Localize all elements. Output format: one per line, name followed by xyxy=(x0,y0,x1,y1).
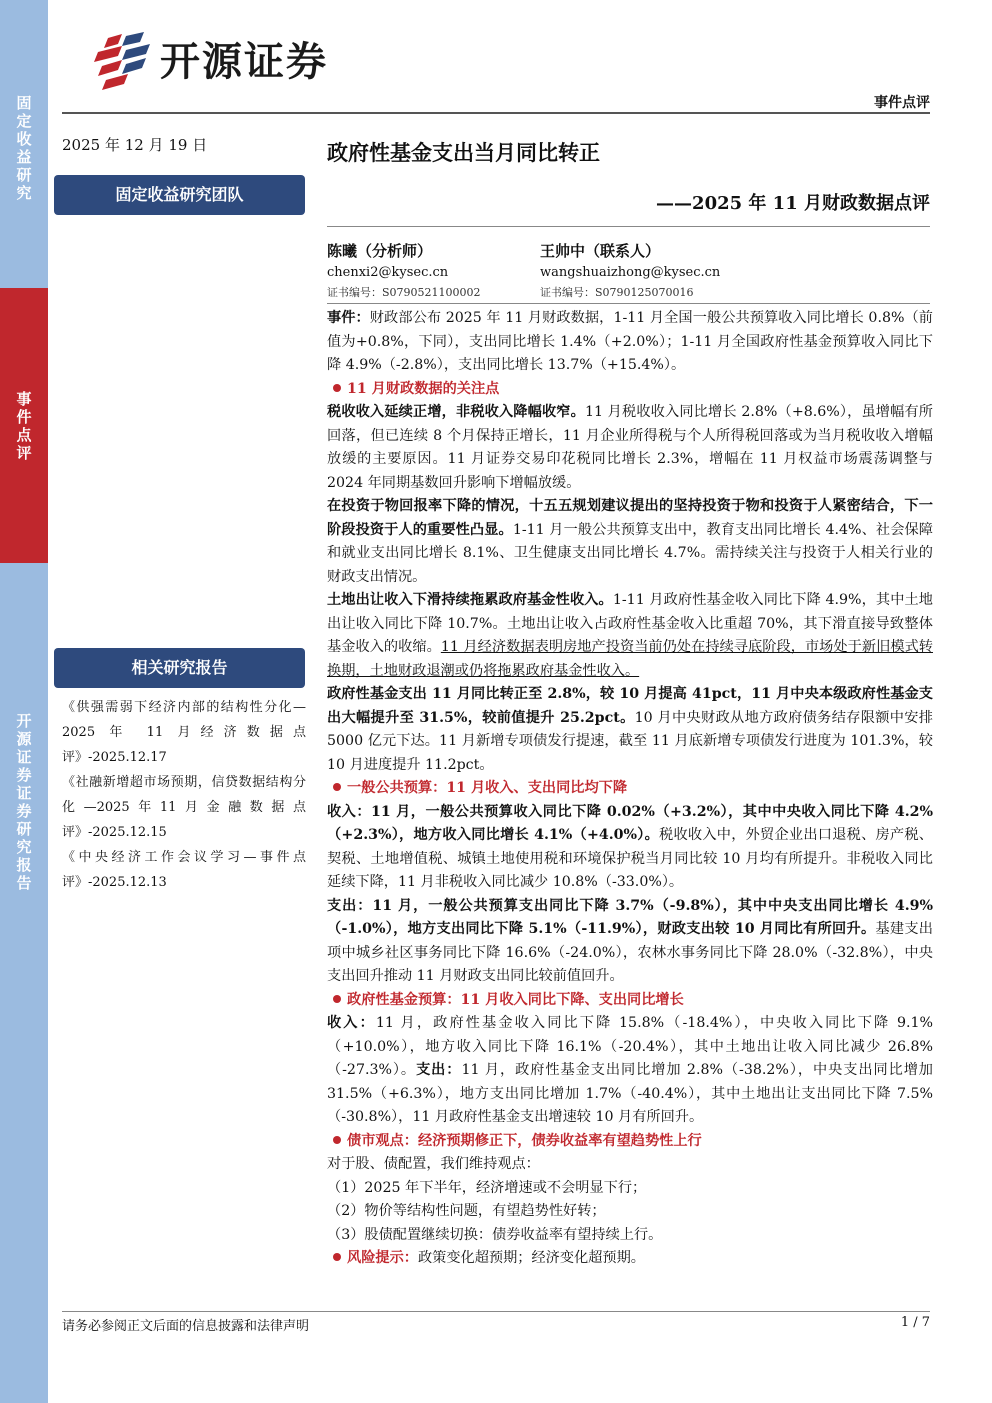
bullet-icon xyxy=(333,783,341,791)
page-number: 1 / 7 xyxy=(900,1315,930,1330)
related-report-item[interactable]: 《社融新增超市场预期，信贷数据结构分化—2025年11月金融数据点评》-2025.12.15 xyxy=(62,775,306,840)
related-report-item[interactable]: 《供强需弱下经济内部的结构性分化—2025 年 11 月经济数据点评》-2025.12.17 xyxy=(62,700,306,765)
report-date: 2025 年 12 月 19 日 xyxy=(62,136,208,154)
section-heading: 债市观点：经济预期修正下，债券收益率有望趋势性上行 xyxy=(327,1130,933,1154)
brand-name: 开源证券 xyxy=(160,39,328,85)
team-label-box: 固定收益研究团队 xyxy=(54,175,305,215)
side-label-bottom: 开源证券 证券研究报告 xyxy=(16,712,32,892)
report-body xyxy=(327,307,933,1271)
risk-paragraph: 风险提示：政策变化超预期；经济变化超预期。 xyxy=(327,1247,933,1271)
analyst-email[interactable]: chenxi2@kysec.cn xyxy=(327,265,449,280)
header-divider xyxy=(62,112,930,114)
bullet-icon xyxy=(333,995,341,1003)
analyst-email[interactable]: wangshuaizhong@kysec.cn xyxy=(540,265,721,280)
analyst-divider xyxy=(327,303,930,304)
bullet-icon xyxy=(333,1253,341,1261)
related-report-item[interactable]: 《中央经济工作会议学习—事件点评》-2025.12.13 xyxy=(62,850,306,890)
doc-type-label: 事件点评 xyxy=(874,95,930,111)
bullet-icon xyxy=(333,1136,341,1144)
analyst-card xyxy=(327,240,481,300)
body-paragraph: 在投资于物回报率下降的情况，十五五规划建议提出的坚持投资于物和投资于人紧密结合，下一阶段投资于人的重要性凸显。1-11 月一般公共预算支出中，教育支出同比增长 4.4%、社会保障和就业支出同比增长 8.1%、卫生健康支出同比增长 4.7%。需持续关注与投资于人相关行业的财政支出情况。 xyxy=(327,498,933,585)
body-paragraph: 对于股、债配置，我们维持观点： xyxy=(327,1156,540,1172)
related-label-box: 相关研究报告 xyxy=(54,648,305,688)
footer-disclaimer: 请务必参阅正文后面的信息披露和法律声明 xyxy=(62,1319,310,1334)
body-paragraph: 税收收入延续正增，非税收入降幅收窄。11 月税收收入同比增长 2.8%（+8.6%），虽增幅有所回落，但已连续 8 个月保持正增长，11 月企业所得税与个人所得税回落或为当月税收收入增幅放缓的主要原因。11 月证券交易印花税同比增长 2.3%，增幅在 11 月权益市场震荡调整与 2024 年同期基数回升影响下增幅放缓。 xyxy=(327,404,933,491)
body-paragraph: 收入：11 月，政府性基金收入同比下降 15.8%（-18.4%），中央收入同比下降 9.1%（+10.0%），地方收入同比下降 16.1%（-20.4%），其中土地出让收入同比减少 26.8%（-27.3%）。支出：11 月，政府性基金支出同比增加 2.8%（-38.2%），中央支出同比增加 31.5%（+6.3%），地方支出同比增加 1.7%（-40.4%），其中土地出让支出同比下降 7.5%（-30.8%），11 月政府性基金支出增速较 10 月有所回升。 xyxy=(327,1015,933,1125)
body-paragraph: 土地出让收入下滑持续拖累政府基金性收入。1-11 月政府性基金收入同比下降 4.9%，其中土地出让收入同比下降 10.7%。土地出让收入占政府性基金收入比重超 70%，其下滑直接导致整体基金收入的收缩。11 月经济数据表明房地产投资当前仍处在持续寻底阶段，市场处于新旧模式转换期，土地财政退潮或仍将拖累政府基金性收入。 xyxy=(327,592,933,679)
side-strip xyxy=(0,0,48,1403)
analyst-card xyxy=(540,240,720,300)
analyst-cert: 证书编号：S0790125070016 xyxy=(540,286,694,299)
analyst-cert: 证书编号：S0790521100002 xyxy=(327,286,481,299)
page-title: 政府性基金支出当月同比转正 xyxy=(327,140,600,165)
list-item: （3）股债配置继续切换：债券收益率有望持续上行。 xyxy=(327,1226,663,1243)
section-heading: 一般公共预算：11 月收入、支出同比均下降 xyxy=(327,777,933,801)
side-label-mid: 事件点评 xyxy=(16,390,32,462)
event-paragraph: 事件：财政部公布 2025 年 11 月财政数据，1-11 月全国一般公共预算收入同比增长 0.8%（前值为+0.8%，下同），支出同比增长 1.4%（+2.0%）；1-11 月全国政府性基金预算收入同比下降 4.9%（-2.8%），支出同比增长 13.7%（+15.4%）。 xyxy=(327,310,933,373)
related-reports-list xyxy=(62,695,306,895)
body-paragraph: 政府性基金支出 11 月同比转正至 2.8%，较 10 月提高 41pct，11 月中央本级政府性基金支出大幅提升至 31.5%，较前值提升 25.2pct。10 月中央财政从地方政府债务结存限额中安排 5000 亿元下达。11 月新增专项债发行提速，截至 11 月底新增专项债发行进度为 101.3%，较 10 月进度提升 11.2pct。 xyxy=(327,686,933,773)
bullet-icon xyxy=(333,384,341,392)
section-heading: 11 月财政数据的关注点 xyxy=(327,378,933,402)
body-paragraph: 收入：11 月，一般公共预算收入同比下降 0.02%（+3.2%），其中中央收入同比下降 4.2%（+2.3%），地方收入同比增长 4.1%（+4.0%）。税收收入中，外贸企业出口退税、房产税、契税、土地增值税、城镇土地使用税和环境保护税当月同比较 10 月均有所提升。非税收入同比延续下降，11 月非税收入同比减少 10.8%（-33.0%）。 xyxy=(327,803,933,890)
title-divider xyxy=(327,226,930,227)
list-item: （1）2025 年下半年，经济增速或不会明显下行； xyxy=(327,1179,647,1196)
analyst-name: 王帅中（联系人） xyxy=(540,242,661,260)
brand-logo-icon xyxy=(88,30,158,92)
side-label-top: 固定收益研究 xyxy=(16,94,32,202)
section-heading: 政府性基金预算：11 月收入同比下降、支出同比增长 xyxy=(327,989,933,1013)
body-paragraph: 支出：11 月，一般公共预算支出同比下降 3.7%（-9.8%），其中中央支出同比增长 4.9%（-1.0%），地方支出同比下降 5.1%（-11.9%），财政支出较 10 月同比有所回升。基建支出项中城乡社区事务同比下降 16.6%（-24.0%），农林水事务同比下降 28.0%（-32.8%），中央支出回升推动 11 月财政支出同比较前值回升。 xyxy=(327,897,933,984)
footer-divider xyxy=(62,1311,930,1312)
page-subtitle: ——2025 年 11 月财政数据点评 xyxy=(656,193,930,214)
list-item: （2）物价等结构性问题，有望趋势性好转； xyxy=(327,1203,606,1219)
analyst-name: 陈曦（分析师） xyxy=(327,242,433,260)
